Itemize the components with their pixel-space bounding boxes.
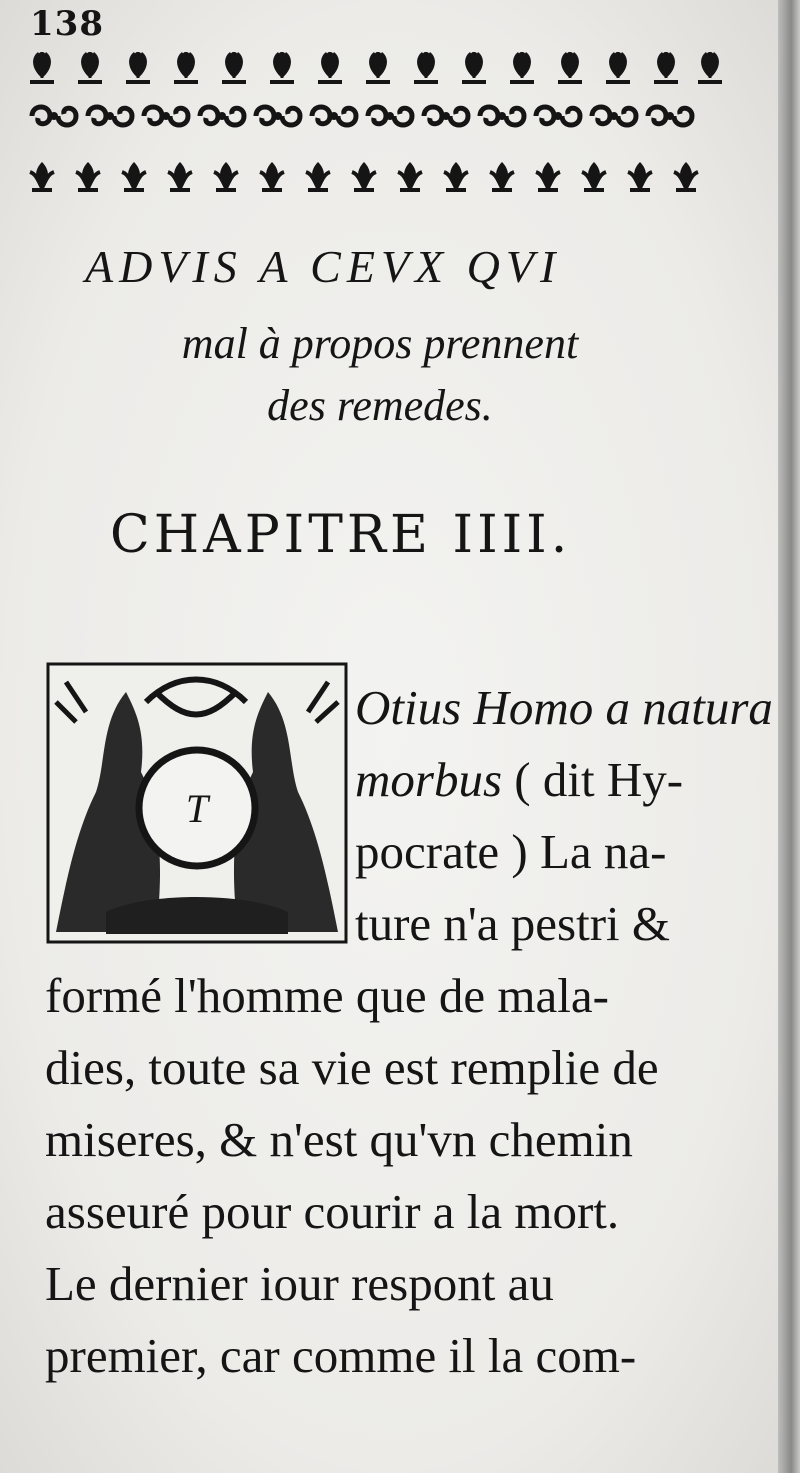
body-line: dies, toute sa vie est remplie de	[45, 1040, 659, 1095]
body-line: pocrate ) La na-	[355, 824, 667, 879]
body-line: premier, car comme il la com-	[45, 1328, 637, 1383]
section-heading-line-1: ADVIS A CEVX QVI	[85, 241, 562, 292]
chapter-title: CHAPITRE IIII.	[110, 505, 572, 565]
section-heading-line-3: des remedes.	[267, 381, 493, 430]
body-line: ture n'a pestri &	[355, 896, 670, 951]
body-line: morbus ( dit Hy-	[355, 752, 684, 807]
body-line: asseuré pour courir a la mort.	[45, 1184, 620, 1239]
body-line: Le dernier iour respont au	[45, 1256, 554, 1311]
body-line: miseres, & n'est qu'vn chemin	[45, 1112, 633, 1167]
drop-cap-letter: T	[185, 786, 209, 831]
page-number: 138	[30, 4, 104, 44]
body-line: formé l'homme que de mala-	[45, 968, 609, 1023]
book-gutter	[778, 0, 800, 1473]
ornamental-headpiece-icon	[28, 40, 728, 220]
body-text	[45, 672, 773, 1392]
section-heading-line-2: mal à propos prennent	[181, 319, 579, 368]
body-line: Otius Homo a natura	[355, 680, 773, 735]
